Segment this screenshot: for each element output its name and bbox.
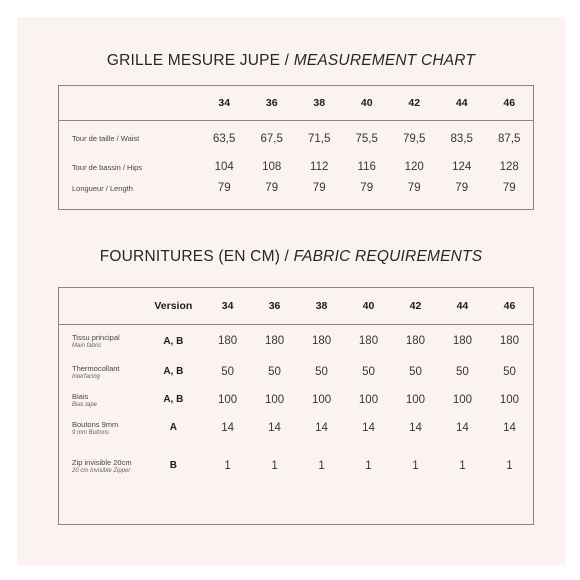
row-sublabel: Interfacing [72,373,101,380]
size-header: 38 [313,96,326,109]
header-empty-cell [59,86,200,120]
size-header: 44 [455,96,468,109]
measurement-value: 79 [455,182,469,194]
measurement-title-italic: MEASUREMENT CHART [293,52,476,69]
row-label: Tour de taille / Waist [72,134,140,143]
fabric-value: 100 [264,393,285,406]
fabric-value: 50 [268,365,281,378]
measurement-value: 79 [360,182,374,194]
size-header: 46 [503,96,516,109]
size-header: 40 [360,96,373,109]
fabric-value: 50 [362,365,375,378]
fabric-value: 100 [218,393,238,406]
size-header: 44 [456,299,469,312]
version-value: A, B [163,394,184,405]
measurement-value: 79 [217,182,231,194]
fabric-value: 100 [405,393,426,406]
measurement-row [59,178,533,199]
fabric-value: 14 [221,421,234,434]
row-label: Longueur / Length [72,183,133,193]
measurement-title-main: GRILLE MESURE JUPE / [106,52,294,69]
fabric-value: 1 [224,459,231,472]
measurement-value: 116 [357,161,376,173]
row-label-cell [59,358,143,386]
measurement-value: 67,5 [260,132,283,145]
fabric-value: 14 [456,421,469,434]
row-label-cell [59,414,143,442]
measurement-value: 63,5 [213,132,236,145]
row-label: Tour de bassin / Hips [72,162,143,172]
measurement-row [59,157,533,178]
measurement-table [59,86,533,199]
fabric-value: 50 [456,365,469,378]
size-header: 36 [265,96,278,109]
fabric-value: 14 [315,421,328,434]
row-label-cell [59,386,143,414]
version-value: B [169,460,177,471]
fabric-value: 14 [362,421,375,434]
measurement-value: 87,5 [498,132,521,145]
row-label: Thermocollant [72,363,120,373]
row-sublabel: Main fabric [72,343,102,349]
fabric-value: 100 [452,393,473,406]
fabric-value: 50 [503,365,516,378]
measurement-value: 83,5 [450,132,473,145]
measurement-chart-title [17,52,565,70]
row-label-cell [59,325,143,358]
fabric-table-box [58,287,534,525]
row-sublabel: Bias tape [72,401,98,408]
fabric-value: 180 [499,335,520,347]
measurement-value: 112 [310,161,329,173]
fabric-value: 1 [271,459,278,472]
fabric-value: 180 [311,335,332,347]
fabric-value: 180 [264,335,285,347]
fabric-value: 1 [506,459,513,472]
fabric-value: 1 [318,459,325,472]
measurement-value: 128 [499,161,519,173]
size-header: 34 [221,299,234,312]
fabric-value: 50 [409,365,422,378]
size-header: 34 [218,96,231,109]
fabric-title-italic: FABRIC REQUIREMENTS [293,248,483,265]
measurement-value: 79 [407,182,421,194]
fabric-table [59,288,533,490]
version-header: Version [154,299,193,312]
fabric-value: 180 [405,335,426,347]
size-header: 42 [409,299,422,312]
fabric-value: 14 [409,421,422,434]
fabric-value: 100 [311,393,332,406]
measurement-row [59,121,533,157]
page-card [17,17,565,565]
measurement-value: 75,5 [355,132,378,145]
measurement-value: 79 [502,182,516,194]
table-header-row [59,288,533,324]
size-header: 38 [315,299,328,312]
fabric-value: 180 [218,335,238,347]
measurement-value: 120 [404,161,424,173]
fabric-value: 180 [358,335,379,347]
fabric-value: 1 [365,459,372,472]
size-header: 36 [268,299,281,312]
fabric-value: 1 [412,459,419,472]
measurement-value: 124 [452,161,472,173]
row-sublabel: 20 cm Invisible Zipper [72,467,131,474]
measurement-value: 104 [214,161,234,173]
size-header: 46 [503,299,516,312]
fabric-value: 14 [503,421,516,434]
header-empty-cell [59,288,143,324]
fabric-row [59,358,533,386]
fabric-row [59,442,533,490]
fabric-value: 100 [358,393,379,406]
measurement-value: 71,5 [308,132,331,145]
measurement-value: 79 [312,182,326,194]
row-label: Biais [72,391,89,401]
version-value: A [169,422,177,433]
fabric-row [59,386,533,414]
row-sublabel: 9 mm Buttons [72,429,110,436]
version-value: A, B [163,366,184,377]
fabric-value: 180 [452,335,473,347]
fabric-value: 50 [221,365,234,378]
row-label: Boutons 9mm [72,419,119,429]
measurement-value: 108 [262,161,282,173]
fabric-value: 1 [459,459,466,472]
fabric-value: 14 [268,421,281,434]
row-label: Zip invisible 20cm [72,457,132,467]
row-label-cell [59,442,143,490]
table-header-row [59,86,533,120]
fabric-value: 100 [499,393,520,406]
fabric-title-main: FOURNITURES (EN CM) / [99,248,294,265]
version-value: A, B [163,335,184,347]
measurement-value: 79 [265,182,279,194]
fabric-row [59,325,533,358]
row-label: Tissu principal [72,333,120,342]
fabric-value: 50 [315,365,328,378]
fabric-row [59,414,533,442]
size-header: 42 [408,96,421,109]
size-header: 40 [362,299,375,312]
measurement-value: 79,5 [403,132,426,145]
fabric-requirements-title [17,248,565,266]
measurement-table-box [58,85,534,210]
